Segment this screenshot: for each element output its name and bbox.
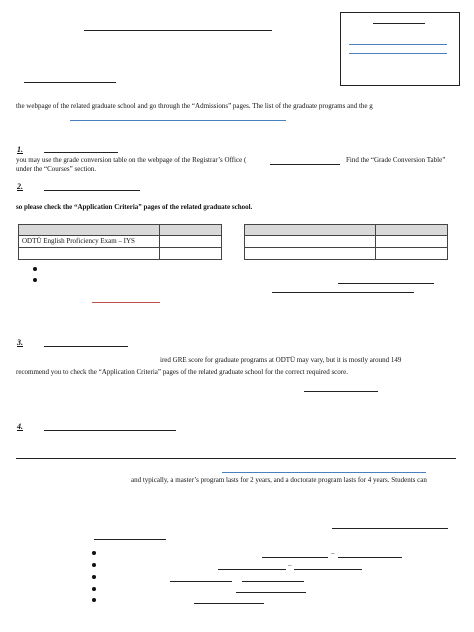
intro-text: the webpage of the related graduate school and go through the “Admissions” pages. The list of the graduate programs and the g [16,102,373,110]
bottom-bullet-4-line [236,592,306,593]
right-table-cell-2-2 [376,248,448,260]
bottom-bullet-1-dash: – [331,549,335,557]
right-table-cell-1-2 [376,236,448,248]
info-box [340,12,460,86]
section-1-heading-line [44,152,118,153]
bottom-bullet-3-line-a [170,581,232,582]
bottom-bullet-4 [92,587,96,591]
bullet-line-right-1 [338,283,434,284]
bottom-bullet-5-line [194,603,264,604]
gre-text-a: ired GRE score for graduate programs at ODTÜ may vary, but it is mostly around 149 [160,356,402,364]
header-title-line [84,30,272,31]
bottom-bullet-1 [92,551,96,555]
right-table-header-1 [245,225,376,236]
bottom-bullet-2-line-a [218,569,286,570]
section-4-heading-line [44,430,176,431]
bottom-bullet-2-line-b [294,569,362,570]
left-table-header-2 [160,225,222,236]
left-table-cell-1-1: ODTÜ English Proficiency Exam – IYS [19,236,160,248]
duration-text: and typically, a master’s program lasts for 2 years, and a doctorate program lasts for 4 years. Students can [131,476,427,484]
info-box-link-1[interactable] [349,44,447,45]
bottom-bullet-2-dash: – [288,561,292,569]
intro-link[interactable] [70,120,286,121]
section-4-number: 4. [17,422,23,431]
left-table-header-1 [19,225,160,236]
section-1-number: 1. [17,145,23,154]
section-divider [16,458,456,459]
section-3-number: 3. [17,338,23,347]
criteria-text: so please check the “Application Criteria” pages of the related graduate school. [16,203,253,211]
bullet-link-red[interactable] [92,302,160,303]
section-2-heading-line [44,190,140,191]
right-table-cell-1-1 [245,236,376,248]
bottom-line-left [94,539,166,540]
info-box-title-line [373,23,425,24]
conversion-text-b: Find the “Grade Conversion Table” [346,156,446,164]
bottom-line-right [332,528,448,529]
left-table [18,224,222,260]
right-table-cell-2-1 [245,248,376,260]
bottom-bullet-5 [92,598,96,602]
right-table [244,224,448,260]
right-table-header-2 [376,225,448,236]
registrar-link-line[interactable] [270,164,340,165]
duration-link[interactable] [222,472,426,473]
section-heading-line [24,82,116,83]
left-table-cell-1-2 [160,236,222,248]
section-2-number: 2. [17,182,23,191]
bullet-1 [33,267,37,271]
bullet-2 [33,278,37,282]
gre-text-b: recommend you to check the “Application Criteria” pages of the related graduate school for the correct required score. [16,368,348,376]
bottom-bullet-2 [92,563,96,567]
info-box-link-2[interactable] [349,53,447,54]
gre-link-line[interactable] [304,391,378,392]
bottom-bullet-3 [92,575,96,579]
left-table-cell-2-2 [160,248,222,260]
bottom-bullet-1-line-a [262,557,328,558]
bullet-line-right-2 [272,292,414,293]
conversion-text-a: you may use the grade conversion table on the webpage of the Registrar’s Office ( [16,156,247,164]
conversion-text-c: under the “Courses” section. [16,165,97,173]
bottom-bullet-3-line-b [242,581,304,582]
bottom-bullet-1-line-b [338,557,402,558]
section-3-heading-line [44,346,128,347]
left-table-cell-2-1 [19,248,160,260]
